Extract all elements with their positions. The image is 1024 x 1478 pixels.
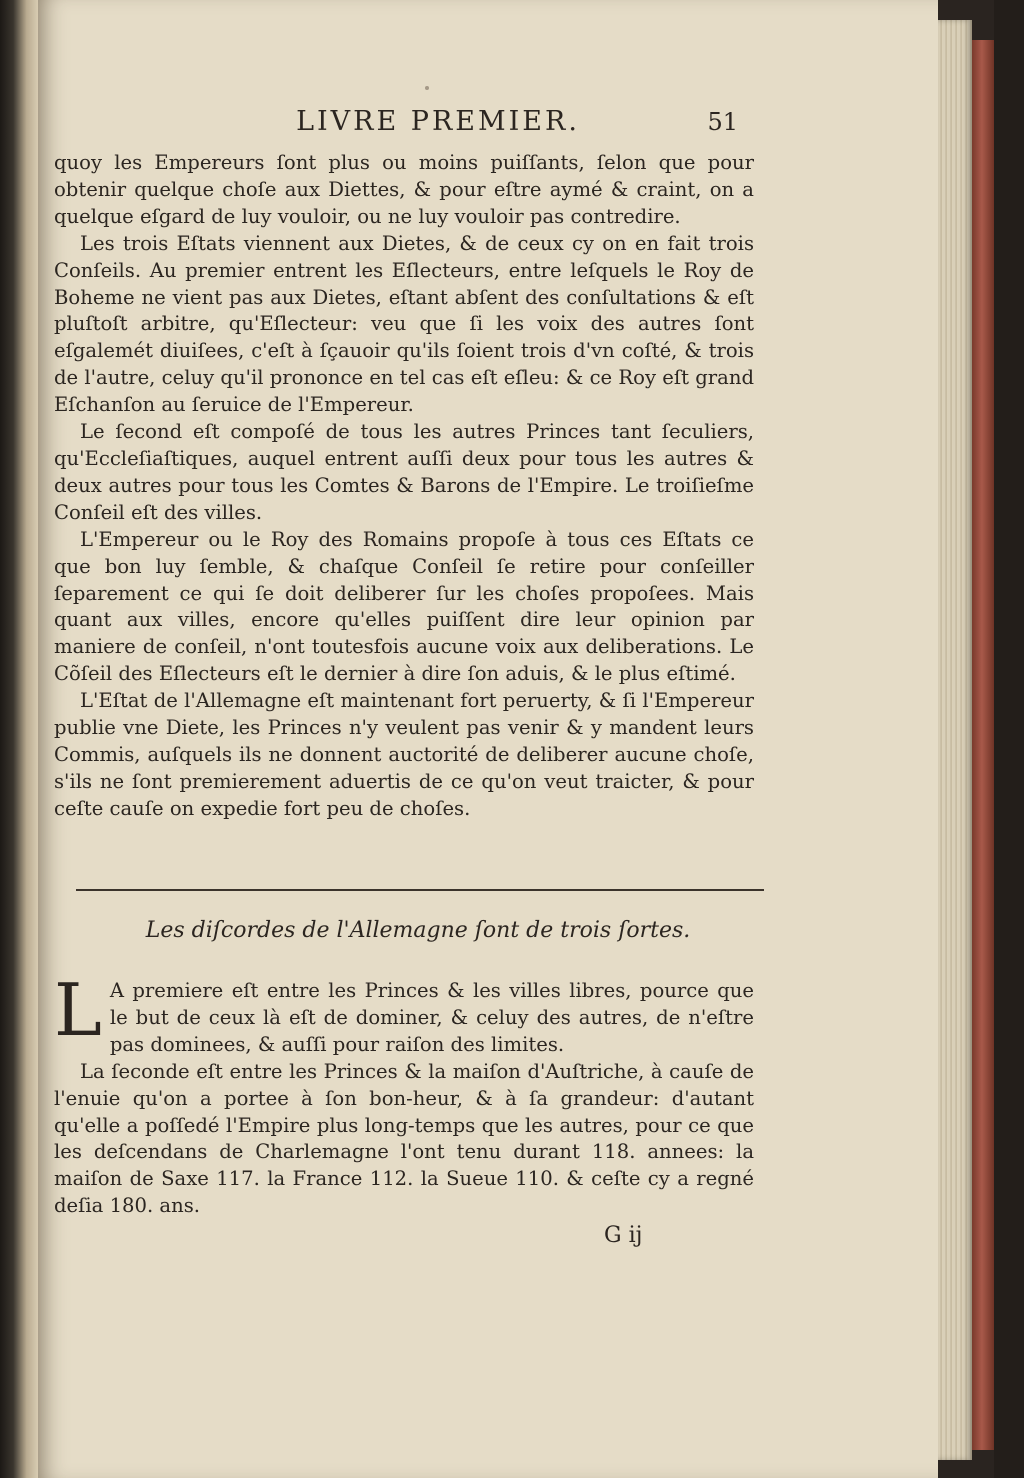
background-edge xyxy=(994,0,1024,1478)
running-title: LIVRE PREMIER. xyxy=(296,106,580,137)
body-text-top xyxy=(54,150,754,823)
signature-mark: G ij xyxy=(604,1223,643,1248)
book-page xyxy=(38,0,938,1478)
paragraph-allemagne: L'Eſtat de l'Allemagne eſt maintenant fort peruerty, & ſi l'Empereur publie vne Diete, les Princes n'y veulent pas venir & y mandent leurs Commis, auſquels ils ne donnent auctorité de deliberer aucune choſe, s'ils ne ſont premierement aduertis de ce qu'on veut traicter, & pour ceſte cauſe on expedie fort peu de choſes. xyxy=(54,689,754,820)
section-divider xyxy=(76,889,764,891)
paragraph-premiere-text: A premiere eſt entre les Princes & les villes libres, pource que le but de ceux là eſt de dominer, & celuy des autres, de n'eſtre pas dominees, & auſſi pour raiſon des limites. xyxy=(109,979,754,1056)
drop-capital: L xyxy=(54,968,102,1052)
page-edge-stack xyxy=(938,20,972,1460)
facing-page-gutter xyxy=(0,0,38,1478)
ink-speck xyxy=(425,86,429,90)
paragraph-empereur: L'Empereur ou le Roy des Romains propoſe à tous ces Eſtats ce que bon luy ſemble, & chaſque Conſeil ſe retire pour conſeiller ſeparement ce qui ſe doit deliberer ſur les choſes propoſees. Mais quant aux villes, encore qu'elles puiſſent dire leur opinion par maniere de conſeil, n'ont toutesfois aucune voix aux deliberations. Le Cõſeil des Eſlecteurs eſt le dernier à dire ſon aduis, & le plus eſtimé. xyxy=(54,527,754,686)
section-heading: Les diſcordes de l'Allemagne ſont de trois ſortes. xyxy=(145,918,691,943)
page-number: 51 xyxy=(707,108,738,136)
paragraph-premiere xyxy=(54,968,754,1059)
paragraph-continuation: quoy les Empereurs ſont plus ou moins puiſſants, ſelon que pour obtenir quelque choſe aux Diettes, & pour eſtre aymé & craint, on a quelque eſgard de luy vouloir, ou ne luy vouloir pas contredire. xyxy=(54,151,754,228)
paragraph-second-conseil: Le ſecond eſt compoſé de tous les autres Princes tant ſeculiers, qu'Eccleſiaſtiques, auquel entrent auſſi deux pour tous les autres & deux autres pour tous les Comtes & Barons de l'Empire. Le troiſieſme Conſeil eſt des villes. xyxy=(54,420,754,524)
body-text-section xyxy=(54,968,754,1220)
paragraph-estats: Les trois Eſtats viennent aux Dietes, & de ceux cy on en fait trois Conſeils. Au premier entrent les Eſlecteurs, entre leſquels le Roy de Boheme ne vient pas aux Dietes, eſtant abſent des conſultations & eſt pluſtoſt arbitre, qu'Eſlecteur: veu que ſi les voix des autres ſont eſgalemét diuiſees, c'eſt à ſçauoir qu'ils ſoient trois d'vn coſté, & trois de l'autre, celuy qu'il prononce en tel cas eſt eſleu: & ce Roy eſt grand Eſchanſon au ſeruice de l'Empereur. xyxy=(54,231,754,417)
binding-edge xyxy=(972,40,994,1450)
running-head xyxy=(38,106,938,146)
paragraph-seconde: La ſeconde eſt entre les Princes & la maiſon d'Auſtriche, à cauſe de l'enuie qu'on a portee à ſon bon-heur, & à ſa grandeur: d'autant qu'elle a poſſedé l'Empire plus long-temps que les autres, pour ce que les deſcendans de Charlemagne l'ont tenu durant 118. annees: la maiſon de Saxe 117. la France 112. la Sueue 110. & ceſte cy a regné deſia 180. ans. xyxy=(54,1059,754,1218)
